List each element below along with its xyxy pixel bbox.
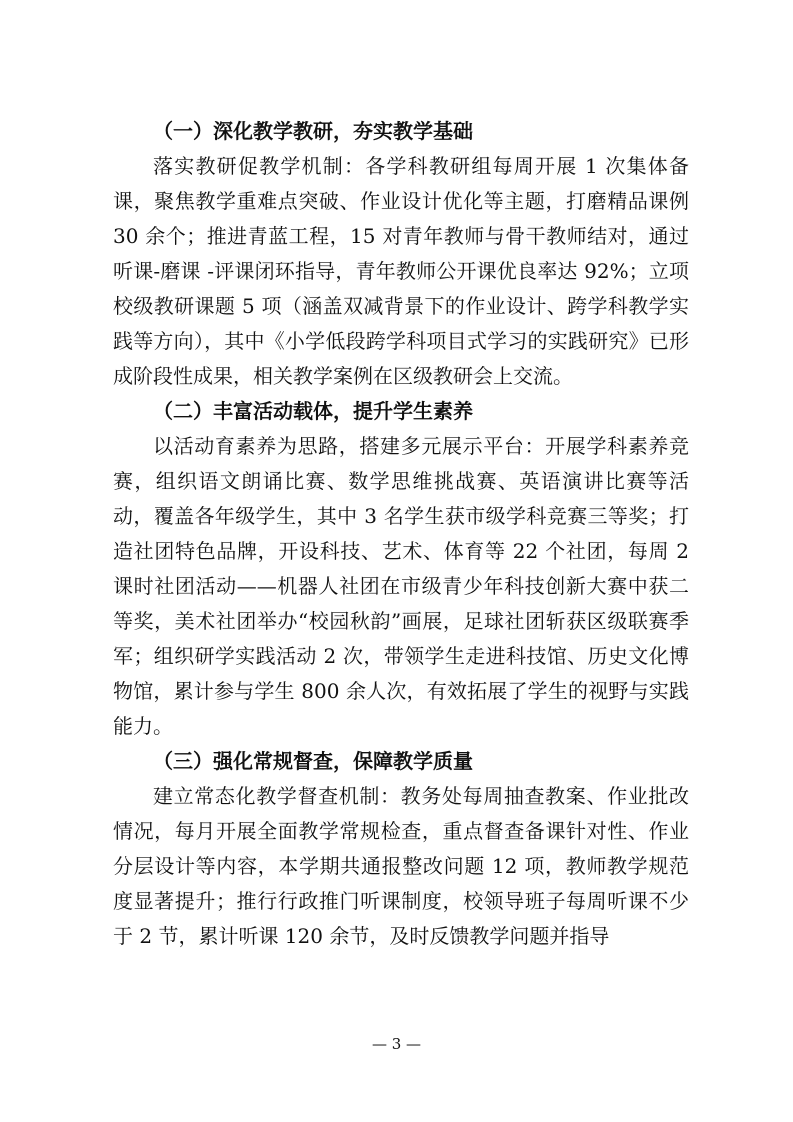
section-3-heading: （三）强化常规督查，保障教学质量 [153, 749, 473, 773]
section-1-paragraph: 落实教研促教学机制：各学科教研组每周开展 1 次集体备课，聚焦教学重难点突破、作业设计优化等主题，打磨精品课例 30 余个；推进青蓝工程，15 对青年教师与骨干教师结对，通过听课-磨课 -评课闭环指导，青年教师公开课优良率达 92%；立项校级教研课题 5 项（涵盖双减背景下的作业设计、跨学科教学实践等方向），其中《小学低段跨学科项目式学习的实践研究》已形成阶段性成果，相关教学案例在区级教研会上交流。 [113, 154, 689, 388]
document-body [113, 114, 689, 954]
section-2-paragraph: 以活动育素养为思路，搭建多元展示平台：开展学科素养竞赛，组织语文朗诵比赛、数学思维挑战赛、英语演讲比赛等活动，覆盖各年级学生，其中 3 名学生获市级学科竞赛三等奖；打造社团特色品牌，开设科技、艺术、体育等 22 个社团，每周 2 课时社团活动——机器人社团在市级青少年科技创新大赛中获二等奖，美术社团举办“校园秋韵”画展，足球社团斩获区级联赛季军；组织研学实践活动 2 次，带领学生走进科技馆、历史文化博物馆，累计参与学生 800 余人次，有效拓展了学生的视野与实践能力。 [113, 434, 689, 738]
section-1-heading: （一）深化教学教研，夯实教学基础 [153, 119, 473, 143]
page-number: — 3 — [371, 1035, 422, 1053]
section-3-paragraph: 建立常态化教学督查机制：教务处每周抽查教案、作业批改情况，每月开展全面教学常规检查，重点督查备课针对性、作业分层设计等内容，本学期共通报整改问题 12 项，教师教学规范度显著提升；推行行政推门听课制度，校领导班子每周听课不少于 2 节，累计听课 120 余节，及时反馈教学问题并指导 [113, 784, 689, 948]
section-2-heading: （二）丰富活动载体，提升学生素养 [153, 399, 473, 423]
